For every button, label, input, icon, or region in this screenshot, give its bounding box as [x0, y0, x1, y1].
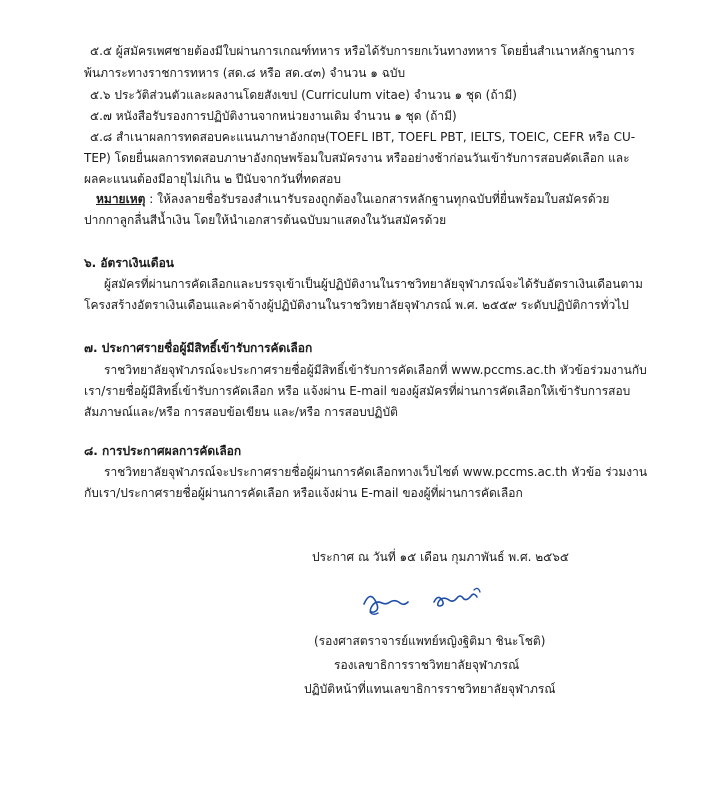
item-5-8-line3: ผลคะแนนต้องมีอายุไม่เกิน ๒ ปีนับจากวันที่ทดสอบ: [84, 172, 341, 186]
signer-title-2: ปฏิบัติหน้าที่แทนเลขาธิการราชวิทยาลัยจุฬาภรณ์: [304, 682, 556, 696]
section-7-heading: ๗. ประกาศรายชื่อผู้มีสิทธิ์เข้ารับการคัดเลือก: [84, 341, 313, 355]
note-label: หมายเหตุ: [96, 192, 146, 206]
note-line2: ปากกาลูกลื่นสีน้ำเงิน โดยให้นำเอกสารต้นฉบับมาแสดงในวันสมัครด้วย: [84, 213, 447, 227]
item-5-5-line1: ๕.๕ ผู้สมัครเพศชายต้องมีใบผ่านการเกณฑ์ทหาร หรือได้รับการยกเว้นทางทหาร โดยยื่นสำเนาหลักฐานการ: [90, 44, 635, 58]
note-line1: [96, 190, 609, 208]
item-5-5-line2: พ้นภาระทางราชการทหาร (สด.๘ หรือ สด.๔๓) จำนวน ๑ ฉบับ: [84, 66, 406, 80]
section-8-line1: ราชวิทยาลัยจุฬาภรณ์จะประกาศรายชื่อผู้ผ่านการคัดเลือกทางเว็บไซต์ www.pccms.ac.th หัวข้อ ร่วมงาน: [104, 465, 648, 479]
signer-name: (รองศาสตราจารย์แพทย์หญิงฐิติมา ชินะโชติ): [314, 634, 546, 648]
note-text: : ให้ลงลายชื่อรับรองสำเนารับรองถูกต้องในเอกสารหลักฐานทุกฉบับที่ยื่นพร้อมใบสมัครด้วย: [149, 192, 610, 206]
announcement-date: ประกาศ ณ วันที่ ๑๕ เดือน กุมภาพันธ์ พ.ศ. ๒๕๖๕: [312, 550, 569, 564]
item-5-8-line2: TEP) โดยยื่นผลการทดสอบภาษาอังกฤษพร้อมใบสมัครงาน หรืออย่างช้าก่อนวันเข้ารับการสอบคัดเลือก และ: [84, 151, 630, 165]
section-7-line3: สัมภาษณ์และ/หรือ การสอบข้อเขียน และ/หรือ การสอบปฏิบัติ: [84, 405, 398, 419]
section-6-line1: ผู้สมัครที่ผ่านการคัดเลือกและบรรจุเข้าเป็นผู้ปฏิบัติงานในราชวิทยาลัยจุฬาภรณ์จะได้รับอัตราเงินเดือนตาม: [104, 277, 643, 291]
section-6-heading: ๖. อัตราเงินเดือน: [84, 256, 175, 270]
section-6-line2: โครงสร้างอัตราเงินเดือนและค่าจ้างผู้ปฏิบัติงานในราชวิทยาลัยจุฬาภรณ์ พ.ศ. ๒๕๕๙ ระดับปฏิบัติการทั่วไป: [84, 298, 629, 312]
signature-image: [356, 582, 496, 622]
signer-title-1: รองเลขาธิการราชวิทยาลัยจุฬาภรณ์: [334, 658, 520, 672]
item-5-6: ๕.๖ ประวัติส่วนตัวและผลงานโดยสังเขป (Curriculum vitae) จำนวน ๑ ชุด (ถ้ามี): [90, 88, 517, 102]
section-7-line1: ราชวิทยาลัยจุฬาภรณ์จะประกาศรายชื่อผู้มีสิทธิ์เข้ารับการคัดเลือกที่ www.pccms.ac.th หัวข้อร่วมงานกับ: [104, 363, 647, 377]
section-8-heading: ๘. การประกาศผลการคัดเลือก: [84, 444, 242, 458]
item-5-7: ๕.๗ หนังสือรับรองการปฏิบัติงานจากหน่วยงานเดิม จำนวน ๑ ชุด (ถ้ามี): [90, 109, 457, 123]
section-7-line2: เรา/รายชื่อผู้มีสิทธิ์เข้ารับการคัดเลือก หรือ แจ้งผ่าน E-mail ของผู้สมัครที่ผ่านการคัดเลือกให้เข้ารับการสอบ: [84, 384, 631, 398]
section-8-line2: กับเรา/ประกาศรายชื่อผู้ผ่านการคัดเลือก หรือแจ้งผ่าน E-mail ของผู้ที่ผ่านการคัดเลือก: [84, 486, 523, 500]
item-5-8-line1: ๕.๘ สำเนาผลการทดสอบคะแนนภาษาอังกฤษ(TOEFL IBT, TOEFL PBT, IELTS, TOEIC, CEFR หรือ CU-: [90, 130, 636, 144]
